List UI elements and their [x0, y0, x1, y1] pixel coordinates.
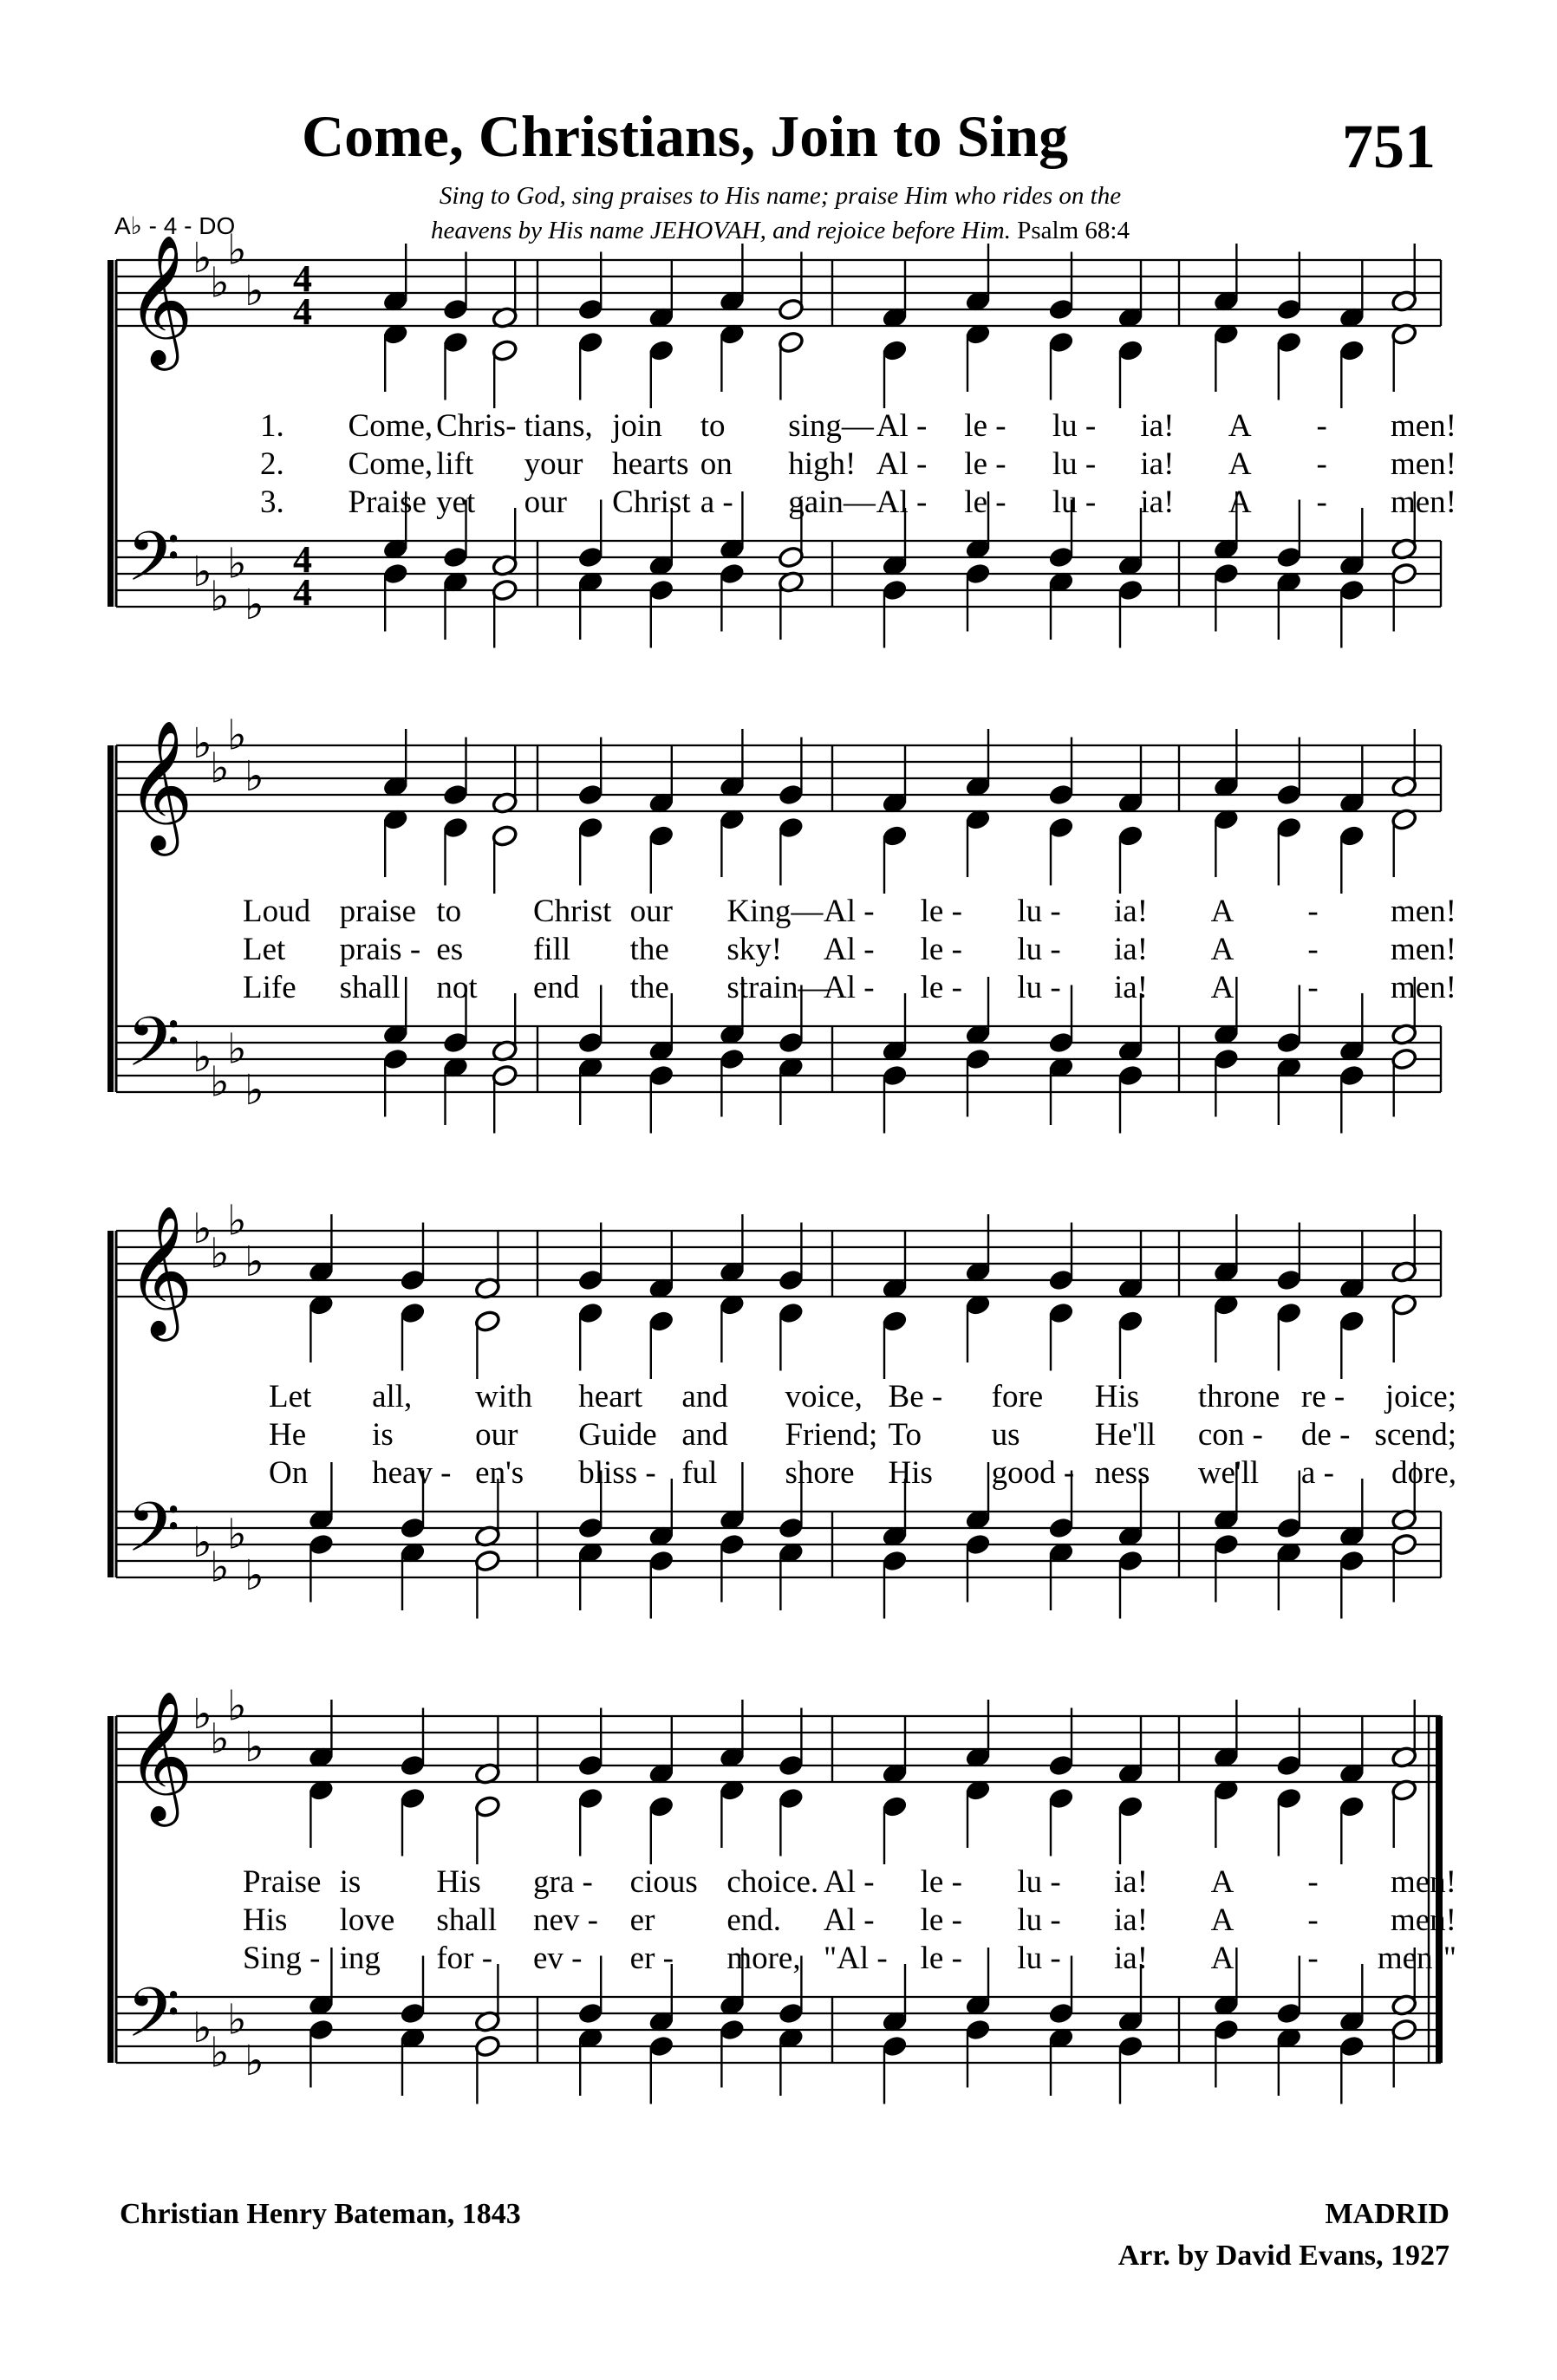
lyric-syllable: A: [1210, 1941, 1235, 1976]
lyric-syllable: 3.: [260, 484, 284, 520]
lyric-syllable: ia!: [1114, 932, 1149, 967]
flat-sign: ♭: [192, 1518, 212, 1567]
lyric-syllable: "Al -: [824, 1941, 888, 1976]
flat-sign: ♭: [192, 1690, 212, 1739]
lyric-syllable: lu -: [1017, 1864, 1061, 1900]
lyric-syllable: Guide: [578, 1417, 657, 1453]
flat-sign: ♭: [210, 744, 230, 793]
time-signature-digit: 4: [293, 257, 312, 300]
lyric-syllable: ia!: [1114, 970, 1149, 1005]
lyric-syllable: strain—: [726, 970, 831, 1005]
lyric-syllable: le -: [920, 1864, 962, 1900]
lyric-syllable: heav -: [372, 1455, 452, 1491]
treble-clef-icon: 𝄞: [127, 1204, 193, 1336]
lyric-syllable: -: [1307, 970, 1319, 1005]
flat-sign: ♭: [227, 539, 247, 588]
lyric-syllable: Let: [269, 1379, 312, 1414]
lyric-syllable: bliss -: [578, 1455, 656, 1491]
lyric-syllable: is: [372, 1417, 394, 1453]
lyric-syllable: Al -: [824, 1902, 875, 1938]
lyric-syllable: -: [1307, 1941, 1319, 1976]
lyric-syllable: On: [269, 1455, 309, 1491]
lyric-syllable: ia!: [1114, 894, 1149, 929]
flat-sign: ♭: [227, 1510, 247, 1559]
lyric-syllable: A: [1228, 484, 1252, 520]
lyric-syllable: -: [1307, 1864, 1319, 1900]
flat-sign: ♭: [227, 225, 247, 275]
flat-sign: ♭: [210, 572, 230, 621]
lyric-syllable: le -: [964, 446, 1007, 482]
lyric-syllable: shall: [436, 1902, 498, 1938]
lyric-syllable: men!: [1390, 894, 1456, 929]
lyric-syllable: join: [612, 408, 662, 444]
lyric-syllable: dore,: [1391, 1455, 1456, 1491]
lyric-syllable: ia!: [1114, 1941, 1149, 1976]
flat-sign: ♭: [227, 711, 247, 760]
lyric-syllable: praise: [339, 894, 417, 929]
lyric-syllable: -: [1307, 932, 1319, 967]
lyric-syllable: con -: [1197, 1417, 1263, 1453]
lyric-syllable: He'll: [1094, 1417, 1156, 1453]
lyric-syllable: and: [681, 1379, 728, 1414]
lyric-syllable: ing: [339, 1941, 381, 1976]
lyric-syllable: shall: [339, 970, 401, 1005]
lyric-syllable: le -: [920, 970, 962, 1005]
lyric-syllable: a -: [1300, 1455, 1334, 1491]
tune-name: MADRID: [1325, 2198, 1450, 2230]
lyric-syllable: A: [1210, 932, 1235, 967]
time-signature-digit: 4: [293, 290, 312, 333]
epigraph-line-1: Sing to God, sing praises to His name; praise Him who rides on the: [439, 182, 1122, 210]
lyric-syllable: Friend;: [785, 1417, 878, 1453]
lyric-syllable: -: [1316, 484, 1327, 520]
lyric-syllable: men!: [1390, 484, 1456, 520]
flat-sign: ♭: [192, 548, 212, 596]
lyric-syllable: we'll: [1197, 1455, 1260, 1491]
hymn-number: 751: [1342, 112, 1436, 181]
lyric-syllable: 1.: [260, 408, 284, 444]
lyric-syllable: Al -: [824, 970, 875, 1005]
lyric-syllable: gra -: [533, 1864, 593, 1900]
lyric-syllable: le -: [920, 1941, 962, 1976]
lyric-syllable: ness: [1094, 1455, 1150, 1491]
lyric-syllable: le -: [964, 484, 1007, 520]
flat-sign: ♭: [192, 2004, 212, 2052]
lyric-syllable: lu -: [1052, 484, 1097, 520]
lyric-syllable: le -: [920, 894, 962, 929]
lyric-syllable: prais -: [339, 932, 421, 967]
flat-sign: ♭: [192, 1033, 212, 1082]
lyric-syllable: sky!: [726, 932, 783, 967]
lyric-syllable: end.: [726, 1902, 782, 1938]
lyric-syllable: King—: [726, 894, 824, 929]
lyric-syllable: ia!: [1140, 446, 1175, 482]
lyric-syllable: voice,: [785, 1379, 863, 1414]
lyric-syllable: Life: [243, 970, 296, 1005]
lyric-syllable: our: [475, 1417, 518, 1453]
system-bracket: [107, 1716, 114, 2063]
lyric-syllable: -: [1307, 894, 1319, 929]
scripture-reference: Psalm 68:4: [1017, 217, 1130, 244]
lyric-syllable: His: [1094, 1379, 1140, 1414]
lyric-syllable: our: [524, 484, 567, 520]
lyric-syllable: choice.: [726, 1864, 819, 1900]
treble-clef-icon: 𝄞: [127, 233, 193, 365]
lyric-syllable: ia!: [1140, 408, 1175, 444]
lyric-syllable: and: [681, 1417, 728, 1453]
lyric-syllable: Al -: [876, 408, 928, 444]
lyric-syllable: Come,: [348, 408, 433, 444]
lyric-syllable: men!: [1390, 408, 1456, 444]
lyric-syllable: throne: [1197, 1379, 1280, 1414]
lyric-syllable: a -: [700, 484, 733, 520]
lyric-syllable: Chris-: [436, 408, 517, 444]
lyric-syllable: le -: [964, 408, 1007, 444]
flat-sign: ♭: [210, 2028, 230, 2078]
lyric-syllable: Praise: [243, 1864, 322, 1900]
lyric-syllable: to: [700, 408, 726, 444]
bass-clef-icon: 𝄢: [127, 517, 180, 614]
lyric-syllable: ia!: [1114, 1902, 1149, 1938]
flat-sign: ♭: [210, 1057, 230, 1107]
treble-clef-icon: 𝄞: [127, 719, 193, 850]
lyric-syllable: the: [629, 970, 669, 1005]
lyric-syllable: heart: [578, 1379, 643, 1414]
lyric-syllable: men!: [1390, 1902, 1456, 1938]
lyric-syllable: lu -: [1052, 446, 1097, 482]
lyric-syllable: ia!: [1114, 1864, 1149, 1900]
bass-clef-icon: 𝄢: [127, 1973, 180, 2070]
lyric-syllable: ev -: [533, 1941, 583, 1976]
lyric-syllable: His: [436, 1864, 481, 1900]
flat-sign: ♭: [192, 1205, 212, 1253]
lyric-syllable: His: [888, 1455, 933, 1491]
lyric-syllable: -: [1307, 1902, 1319, 1938]
flat-sign: ♭: [244, 1551, 264, 1600]
lyric-syllable: sing—: [788, 408, 874, 444]
lyric-syllable: ful: [681, 1455, 718, 1491]
lyric-syllable: on: [700, 446, 733, 482]
flat-sign: ♭: [210, 258, 230, 308]
flat-sign: ♭: [244, 581, 264, 629]
flat-sign: ♭: [227, 1196, 247, 1245]
lyric-syllable: fore: [991, 1379, 1044, 1414]
lyric-syllable: le -: [920, 1902, 962, 1938]
lyric-syllable: He: [269, 1417, 307, 1453]
lyric-syllable: lu -: [1052, 408, 1097, 444]
flat-sign: ♭: [244, 267, 264, 315]
lyric-syllable: our: [629, 894, 673, 929]
flat-sign: ♭: [210, 1229, 230, 1278]
lyric-syllable: Christ: [533, 894, 612, 929]
lyric-syllable: A: [1210, 1864, 1235, 1900]
lyric-syllable: fill: [533, 932, 571, 967]
flat-sign: ♭: [244, 1238, 264, 1286]
lyric-syllable: men!: [1390, 446, 1456, 482]
lyric-syllable: Let: [243, 932, 286, 967]
flat-sign: ♭: [244, 752, 264, 801]
lyric-syllable: Praise: [348, 484, 427, 520]
flat-sign: ♭: [227, 1024, 247, 1074]
lyric-syllable: Al -: [824, 1864, 875, 1900]
lyric-syllable: Al -: [876, 446, 928, 482]
time-signature-digit: 4: [293, 538, 312, 581]
lyric-syllable: To: [888, 1417, 922, 1453]
lyric-syllable: Be -: [888, 1379, 943, 1414]
lyric-syllable: men!: [1390, 1864, 1456, 1900]
lyric-syllable: all,: [372, 1379, 413, 1414]
lyric-syllable: es: [436, 932, 464, 967]
lyric-syllable: lu -: [1017, 1941, 1061, 1976]
lyric-syllable: en's: [475, 1455, 524, 1491]
lyric-syllable: -: [1316, 446, 1327, 482]
lyric-syllable: men!": [1377, 1941, 1456, 1976]
lyric-syllable: er -: [629, 1941, 674, 1976]
lyric-syllable: gain—: [788, 484, 876, 520]
lyric-syllable: tians,: [524, 408, 593, 444]
flat-sign: ♭: [210, 1714, 230, 1764]
lyric-syllable: shore: [785, 1455, 855, 1491]
lyric-syllable: A: [1210, 894, 1235, 929]
lyric-syllable: A: [1228, 408, 1252, 444]
lyric-syllable: His: [243, 1902, 288, 1938]
lyric-syllable: 2.: [260, 446, 284, 482]
flat-sign: ♭: [192, 234, 212, 283]
treble-clef-icon: 𝄞: [127, 1689, 193, 1821]
lyric-syllable: ia!: [1140, 484, 1175, 520]
lyric-syllable: your: [524, 446, 583, 482]
lyric-syllable: Come,: [348, 446, 433, 482]
lyric-syllable: us: [991, 1417, 1020, 1453]
bass-clef-icon: 𝄢: [127, 1487, 180, 1584]
lyric-syllable: end: [533, 970, 580, 1005]
flat-sign: ♭: [227, 1681, 247, 1731]
lyric-syllable: A: [1210, 970, 1235, 1005]
author-credit: Christian Henry Bateman, 1843: [120, 2198, 521, 2230]
system-bracket: [107, 745, 114, 1092]
lyric-syllable: men!: [1390, 932, 1456, 967]
lyric-syllable: high!: [788, 446, 857, 482]
flat-sign: ♭: [244, 1723, 264, 1772]
lyric-syllable: A: [1210, 1902, 1235, 1938]
lyric-syllable: de -: [1300, 1417, 1351, 1453]
lyric-syllable: Al -: [824, 932, 875, 967]
lyric-syllable: le -: [920, 932, 962, 967]
lyric-syllable: re -: [1300, 1379, 1345, 1414]
lyric-syllable: lu -: [1017, 1902, 1061, 1938]
lyric-syllable: to: [436, 894, 462, 929]
lyric-syllable: love: [339, 1902, 395, 1938]
lyric-syllable: the: [629, 932, 669, 967]
arranger-credit: Arr. by David Evans, 1927: [1117, 2240, 1450, 2272]
flat-sign: ♭: [227, 1995, 247, 2045]
lyric-syllable: for -: [436, 1941, 493, 1976]
lyric-syllable: not: [436, 970, 478, 1005]
system-bracket: [107, 260, 114, 607]
lyric-syllable: lu -: [1017, 970, 1061, 1005]
lyric-syllable: Christ: [612, 484, 691, 520]
lyric-syllable: lift: [436, 446, 474, 482]
lyric-syllable: cious: [629, 1864, 698, 1900]
lyric-syllable: Sing -: [243, 1941, 321, 1976]
system-bracket: [107, 1231, 114, 1577]
lyric-syllable: -: [1316, 408, 1327, 444]
bass-clef-icon: 𝄢: [127, 1002, 180, 1099]
lyric-syllable: more,: [726, 1941, 801, 1976]
lyric-syllable: A: [1228, 446, 1252, 482]
flat-sign: ♭: [210, 1543, 230, 1592]
lyric-syllable: nev -: [533, 1902, 598, 1938]
lyric-syllable: yet: [436, 484, 476, 520]
flat-sign: ♭: [192, 719, 212, 768]
lyric-syllable: Al -: [876, 484, 928, 520]
epigraph-line-2: heavens by His name JEHOVAH, and rejoice before Him. Psalm 68:4: [431, 217, 1130, 244]
lyric-syllable: Loud: [243, 894, 311, 929]
lyric-syllable: Al -: [824, 894, 875, 929]
hymn-title: Come, Christians, Join to Sing: [302, 103, 1069, 169]
lyric-syllable: er: [629, 1902, 655, 1938]
lyric-syllable: joice;: [1384, 1379, 1456, 1414]
lyric-syllable: hearts: [612, 446, 689, 482]
key-indicator: A♭ - 4 - DO: [114, 212, 236, 239]
lyric-syllable: men!: [1390, 970, 1456, 1005]
lyric-syllable: scend;: [1374, 1417, 1456, 1453]
lyric-syllable: is: [339, 1864, 362, 1900]
lyric-syllable: lu -: [1017, 894, 1061, 929]
lyric-syllable: lu -: [1017, 932, 1061, 967]
lyric-syllable: good -: [991, 1455, 1075, 1491]
flat-sign: ♭: [244, 1066, 264, 1115]
time-signature-digit: 4: [293, 571, 312, 614]
flat-sign: ♭: [244, 2037, 264, 2085]
lyric-syllable: with: [475, 1379, 532, 1414]
